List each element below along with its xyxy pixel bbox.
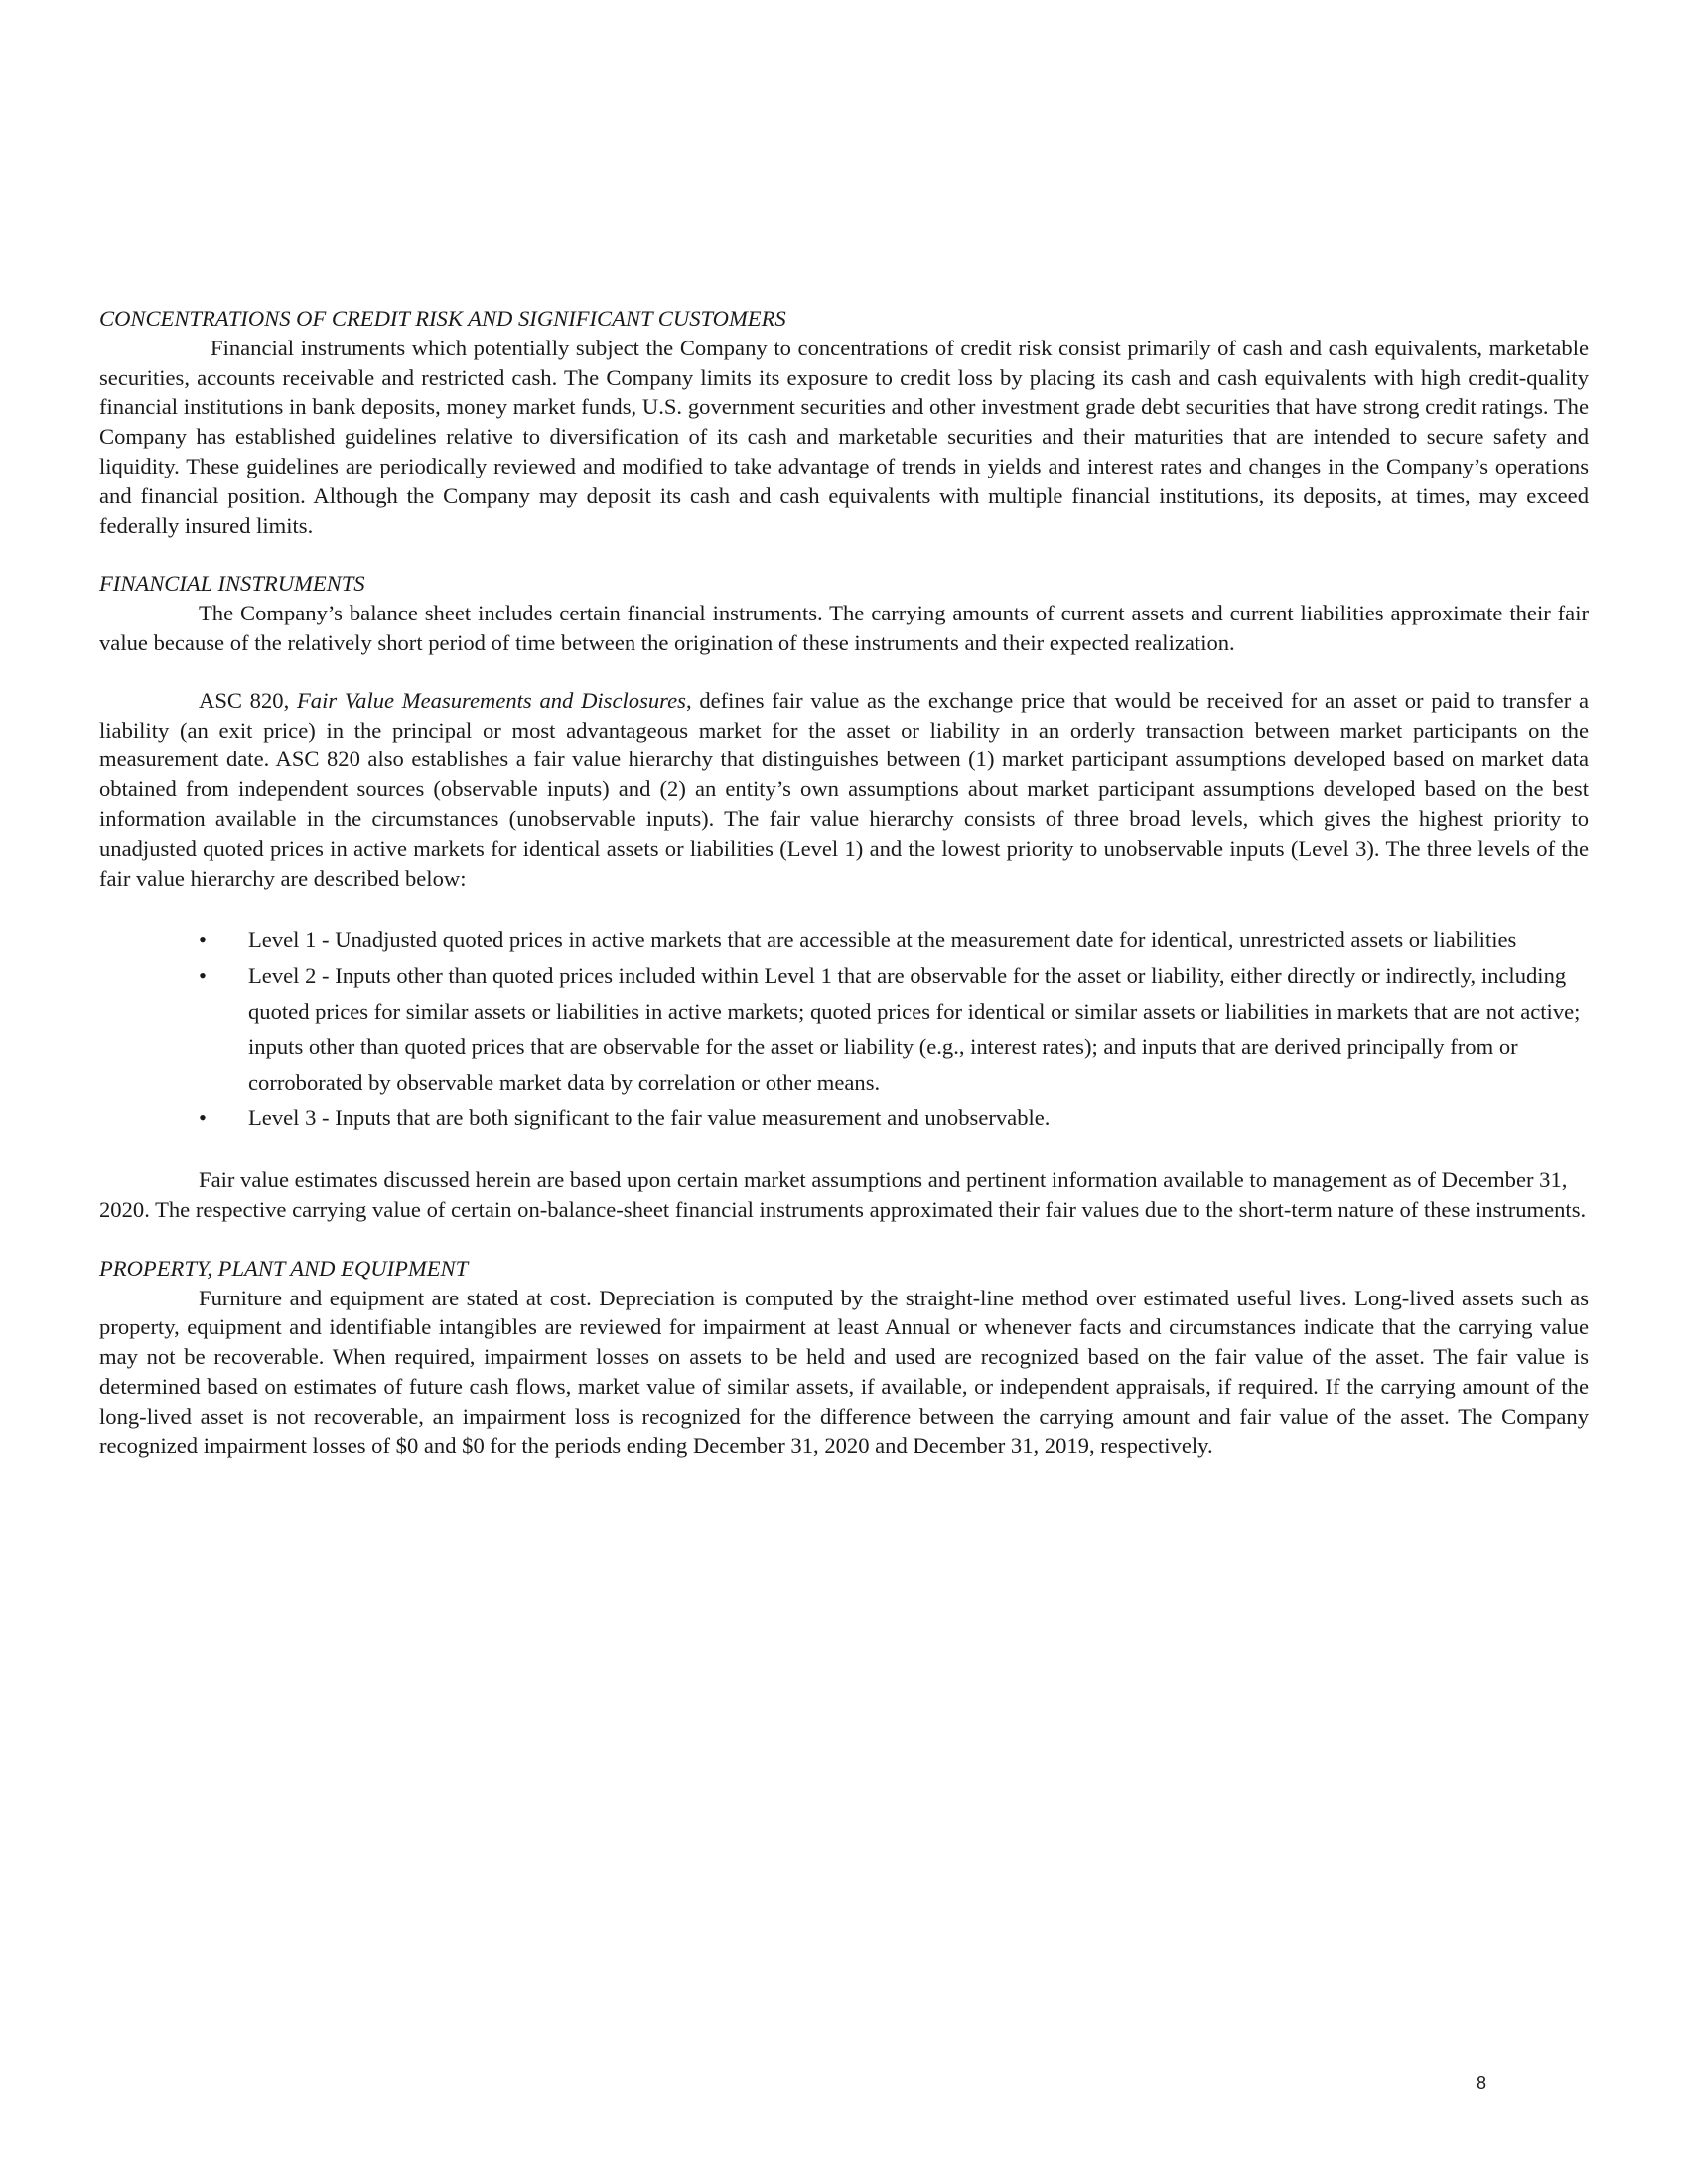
paragraph-ppe: Furniture and equipment are stated at cost. Depreciation is computed by the straight-line method over estimated useful lives. Long-lived assets such as property, equipment and identifiable intangibles are reviewed for impairment at least Annual or whenever facts and circumstances indicate that the carrying value may not be recoverable. When required, impairment losses on assets to be held and used are recognized based on the fair value of the asset. The fair value is determined based on estimates of future cash flows, market value of similar assets, if available, or independent appraisals, if required. If the carrying amount of the long-lived asset is not recoverable, an impairment loss is recognized for the difference between the carrying amount and fair value of the asset. The Company recognized impairment losses of $0 and $0 for the periods ending December 31, 2020 and December 31, 2019, respectively. [99, 1285, 1589, 1458]
asc-description: , defines fair value as the exchange price that would be received for an asset or paid to transfer a liability (an exit price) in the principal or most advantageous market for the asset or liability in an orderly transaction between market participants on the measurement date. ASC 820 also establishes a fair value hierarchy that distinguishes between (1) market participant assumptions developed based on market data obtained from independent sources (observable inputs) and (2) an entity’s own assumptions about market participant assumptions developed based on the best information available in the circumstances (unobservable inputs). The fair value hierarchy consists of three broad levels, which gives the highest priority to unadjusted quoted prices in active markets for identical assets or liabilities (Level 1) and the lowest priority to unobservable inputs (Level 3). The three levels of the fair value hierarchy are described below: [99, 687, 1589, 890]
paragraph-spacer [99, 658, 1589, 686]
section-heading-ppe: PROPERTY, PLANT AND EQUIPMENT [99, 1255, 469, 1281]
level-3-text: Level 3 - Inputs that are both significant to the fair value measurement and unobservable. [248, 1105, 1051, 1131]
paragraph-carrying-amounts: The Company’s balance sheet includes certain financial instruments. The carrying amounts of current assets and current liabilities approximate their fair value because of the relatively short period of time between the origination of these instruments and their expected realization. [99, 601, 1589, 655]
level-1-text: Level 1 - Unadjusted quoted prices in active markets that are accessible at the measurement date for identical, unrestricted assets or liabilities [248, 927, 1517, 953]
section-concentrations [99, 304, 1589, 540]
asc-prefix: ASC 820, [199, 687, 297, 713]
bullet-icon: • [199, 963, 207, 989]
fair-value-levels-list [99, 922, 1589, 1136]
paragraph-concentrations: Financial instruments which potentially subject the Company to concentrations of credit risk consist primarily of cash and cash equivalents, marketable securities, accounts receivable and restricted cash. The Company limits its exposure to credit loss by placing its cash and cash equivalents with high credit-quality financial institutions in bank deposits, money market funds, U.S. government securities and other investment grade debt securities that have strong credit ratings. The Company has established guidelines relative to diversification of its cash and marketable securities and their maturities that are intended to secure safety and liquidity. These guidelines are periodically reviewed and modified to take advantage of trends in yields and interest rates and changes in the Company’s operations and financial position. Although the Company may deposit its cash and cash equivalents with multiple financial institutions, its deposits, at times, may exceed federally insured limits. [99, 335, 1589, 538]
paragraph-asc-820 [99, 686, 1589, 893]
bullet-icon: • [199, 927, 207, 953]
section-financial-instruments [99, 569, 1589, 1224]
level-2-text: Level 2 - Inputs other than quoted prices included within Level 1 that are observable for the asset or liability, either directly or indirectly, including quoted prices for similar assets or liabilities in active markets; quoted prices for identical or similar assets or liabilities in markets that are not active; inputs other than quoted prices that are observable for the asset or liability (e.g., interest rates); and inputs that are derived principally from or corroborated by observable market data by correlation or other means. [248, 963, 1581, 1095]
document-page [99, 304, 1589, 1460]
section-spacer [99, 540, 1589, 569]
paragraph-fair-value-estimates: Fair value estimates discussed herein are based upon certain market assumptions and pertinent information available to management as of December 31, 2020. The respective carrying value of certain on-balance-sheet financial instruments approximated their fair values due to the short-term nature of these instruments. [99, 1167, 1587, 1222]
paragraph-spacer [99, 1136, 1589, 1165]
bullet-icon: • [199, 1105, 207, 1131]
paragraph-spacer [99, 892, 1589, 922]
section-heading-financial-instruments: FINANCIAL INSTRUMENTS [99, 571, 365, 597]
section-ppe [99, 1254, 1589, 1461]
list-item-level-1 [99, 922, 1589, 958]
section-spacer [99, 1225, 1589, 1254]
list-item-level-3 [99, 1100, 1589, 1136]
list-item-level-2 [99, 958, 1589, 1100]
page-number: 8 [1477, 2073, 1487, 2093]
asc-standard-title: Fair Value Measurements and Disclosures [296, 687, 686, 713]
section-heading-concentrations: CONCENTRATIONS OF CREDIT RISK AND SIGNIFICANT CUSTOMERS [99, 306, 786, 331]
